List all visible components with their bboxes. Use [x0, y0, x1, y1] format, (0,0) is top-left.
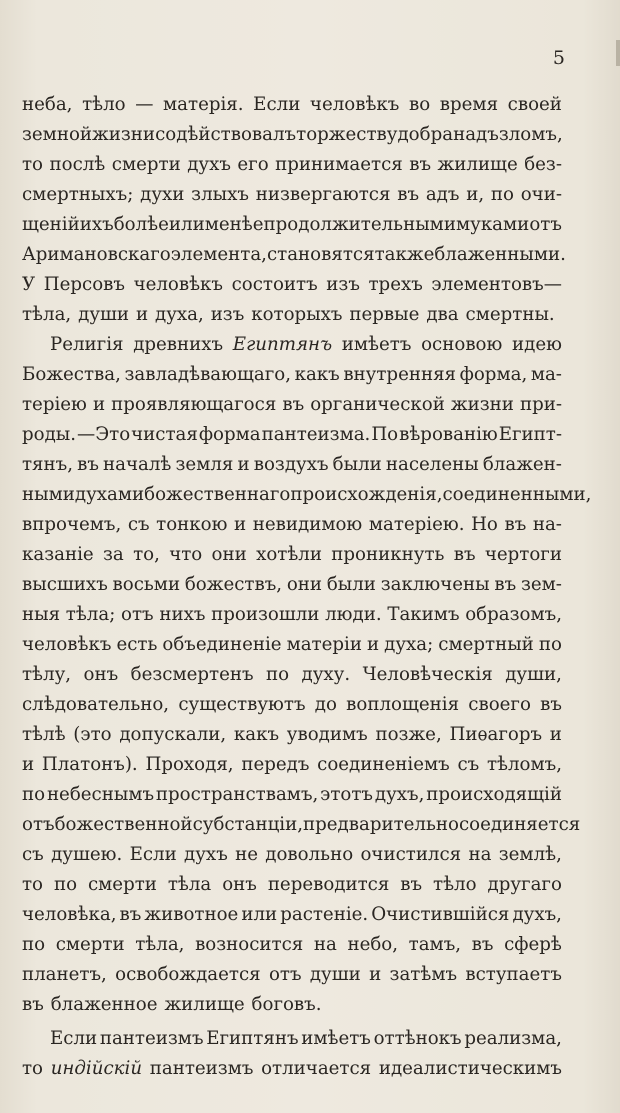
text-line — [22, 480, 592, 510]
word: въ — [409, 154, 432, 175]
word: трехъ — [368, 274, 423, 295]
text-line — [22, 810, 581, 840]
word: (это — [73, 724, 112, 745]
text-line — [22, 90, 562, 120]
text-line — [22, 720, 562, 750]
word: при- — [519, 394, 562, 415]
word: по — [53, 874, 78, 895]
word: изъ — [210, 304, 245, 325]
word: тѣла; — [65, 604, 116, 625]
word: переводится — [267, 874, 390, 895]
word: въ — [504, 514, 527, 535]
word: божественнаго — [144, 484, 291, 505]
word: на — [313, 934, 337, 955]
text-line — [22, 120, 562, 150]
word: земля — [175, 454, 234, 475]
word: форма — [198, 424, 261, 445]
word: были — [332, 454, 382, 475]
word: по — [538, 634, 562, 655]
word: онъ — [83, 664, 119, 685]
word: затѣмъ — [389, 964, 458, 985]
word: образомъ, — [465, 604, 562, 625]
text-line — [22, 930, 562, 960]
text-line — [22, 570, 562, 600]
word: въ — [397, 184, 420, 205]
page-number: 5 — [552, 47, 565, 69]
word: и — [92, 394, 106, 415]
word: и — [366, 634, 380, 655]
word: этотъ — [320, 784, 374, 805]
word: тѣла, — [22, 304, 72, 325]
word: по — [265, 664, 290, 685]
word: изъ — [326, 274, 360, 295]
word: возносится — [195, 934, 304, 955]
word: боговъ. — [251, 994, 322, 1015]
text-line — [22, 420, 562, 450]
text-line — [22, 1024, 562, 1054]
word: тянъ, — [22, 454, 74, 475]
word: воплощенія — [346, 694, 460, 715]
word: и — [369, 964, 382, 985]
word: началѣ — [103, 454, 172, 475]
word: Человѣческія — [362, 664, 493, 685]
word: Египтянъ — [206, 1028, 299, 1049]
word: въ — [22, 994, 44, 1015]
word: элементовъ— — [431, 274, 562, 295]
word: духу. — [301, 664, 351, 685]
text-line — [22, 750, 562, 780]
text-line — [22, 960, 562, 990]
word: они — [286, 574, 323, 595]
word: блаженное — [50, 994, 158, 1015]
word: блаженными. — [434, 244, 566, 265]
word: смерти — [111, 154, 181, 175]
word: Египтянъ — [232, 334, 333, 355]
word: въ — [119, 904, 142, 925]
word: на- — [532, 514, 562, 535]
word: съ — [457, 754, 480, 775]
word: У — [22, 274, 36, 295]
word: и — [237, 454, 250, 475]
word: пространствамъ, — [155, 784, 319, 805]
word: въ — [453, 544, 476, 565]
word: тѣломъ, — [486, 754, 562, 775]
word: продолжительными — [263, 214, 456, 235]
word: растеніе. — [280, 904, 369, 925]
word: и — [234, 514, 247, 535]
word: пантеизмъ — [149, 1058, 254, 1079]
word: существуютъ — [178, 694, 306, 715]
text-line — [22, 690, 562, 720]
word: въ — [471, 934, 494, 955]
word: отличается — [261, 1058, 372, 1079]
word: тѣло — [82, 94, 126, 115]
word: что — [169, 544, 203, 565]
word: Очистившійся — [371, 904, 510, 925]
word: воздухъ — [253, 454, 329, 475]
word: матеріею. — [368, 514, 465, 535]
word: то, — [133, 544, 160, 565]
word: въ — [77, 454, 99, 475]
word: отъ — [529, 214, 562, 235]
word: высшихъ — [22, 574, 108, 595]
word: душею. — [51, 844, 123, 865]
word: смертныхъ; — [22, 184, 134, 205]
word: древнихъ — [133, 334, 224, 355]
word: тамъ, — [408, 934, 462, 955]
word: соединяется — [458, 814, 581, 835]
text-line — [22, 600, 562, 630]
word: происходящій — [426, 784, 562, 805]
text-line — [22, 330, 562, 360]
word: без- — [524, 154, 562, 175]
text-line — [22, 660, 562, 690]
word: въ — [494, 574, 517, 595]
word: содѣйствовалъ — [155, 124, 297, 145]
word: то — [22, 154, 44, 175]
word: то — [22, 1058, 44, 1079]
word: очистился — [360, 844, 462, 865]
word: проявляющагося — [111, 394, 277, 415]
text-line — [22, 510, 562, 540]
word: которыхъ — [251, 304, 343, 325]
word: во — [408, 94, 431, 115]
word: ма- — [530, 364, 562, 385]
word: духами — [74, 484, 145, 505]
word: Платонъ). — [41, 754, 138, 775]
word: сферѣ — [504, 934, 562, 955]
word: божественной — [54, 814, 193, 835]
body-text — [22, 90, 592, 1084]
word: становятся — [266, 244, 375, 265]
word: основою — [421, 334, 503, 355]
word: Египт- — [498, 424, 562, 445]
text-line — [22, 240, 566, 270]
word: небо, — [347, 934, 399, 955]
word: тѣлу, — [22, 664, 72, 685]
word: завладѣвающаго, — [124, 364, 291, 385]
word: казаніе — [22, 544, 94, 565]
word: блажен- — [482, 454, 562, 475]
word: произошли — [211, 604, 320, 625]
text-line — [22, 870, 562, 900]
word: ными — [22, 484, 75, 505]
word: — — [135, 94, 154, 115]
word: смертны. — [465, 304, 555, 325]
word: за — [103, 544, 124, 565]
word: ныя — [22, 604, 61, 625]
word: Если — [50, 1028, 98, 1049]
text-line — [22, 840, 562, 870]
word: хотѣли — [256, 544, 322, 565]
word: элемента, — [170, 244, 267, 265]
word: происхожденія, — [290, 484, 443, 505]
word: матерія. — [163, 94, 244, 115]
word: неба, — [22, 94, 73, 115]
word: тонкою — [156, 514, 228, 535]
word: Религія — [50, 334, 124, 355]
word: животное — [144, 904, 239, 925]
word: слѣдовательно, — [22, 694, 170, 715]
word: Аримановскаго — [22, 244, 171, 265]
word: добра — [397, 124, 454, 145]
word: Пиѳагоръ — [449, 724, 543, 745]
word: проникнуть — [331, 544, 445, 565]
word: духъ — [187, 154, 231, 175]
word: соединенными, — [442, 484, 592, 505]
word: жилище — [437, 154, 518, 175]
text-line — [22, 450, 562, 480]
word: Божества, — [22, 364, 121, 385]
word: чистая — [131, 424, 198, 445]
word: небеснымъ — [46, 784, 155, 805]
word: смерти — [55, 934, 125, 955]
word: жизни — [450, 394, 514, 415]
word: духъ — [184, 844, 228, 865]
word: внутренняя — [343, 364, 457, 385]
word: отъ — [268, 964, 302, 985]
text-line — [22, 630, 562, 660]
word: пантеизма. — [261, 424, 371, 445]
word: земной — [22, 124, 93, 145]
word: форма, — [459, 364, 528, 385]
word: невидимою — [252, 514, 363, 535]
word: и — [135, 304, 149, 325]
word: человѣка, — [22, 904, 117, 925]
text-line — [22, 150, 562, 180]
word: жилище — [164, 994, 245, 1015]
word: по — [22, 934, 46, 955]
word: тѣло — [433, 874, 477, 895]
word: два — [426, 304, 459, 325]
word: по — [22, 784, 46, 805]
word: были — [326, 574, 376, 595]
word: впрочемъ, — [22, 514, 122, 535]
word: другаго — [487, 874, 562, 895]
text-line — [22, 990, 562, 1020]
word: какъ — [233, 724, 280, 745]
word: болѣе — [113, 214, 169, 235]
word: человѣкъ — [133, 274, 223, 295]
word: въ — [282, 394, 305, 415]
word: оттѣнокъ — [373, 1028, 462, 1049]
word: смертный — [438, 634, 534, 655]
word: и, — [466, 184, 485, 205]
word: реализма, — [464, 1028, 562, 1049]
word: матеріи — [286, 634, 362, 655]
word: —Это — [77, 424, 131, 445]
word: вѣрованію — [399, 424, 498, 445]
word: его — [237, 154, 269, 175]
word: Если — [253, 94, 301, 115]
word: время — [439, 94, 499, 115]
word: своей — [507, 94, 562, 115]
word: освобождается — [115, 964, 261, 985]
word: низвергаются — [255, 184, 391, 205]
word: субстанціи, — [192, 814, 304, 835]
text-line — [22, 360, 562, 390]
word: злыхъ — [191, 184, 249, 205]
word: имѣетъ — [301, 1028, 371, 1049]
word: предварительно — [303, 814, 459, 835]
word: Но — [471, 514, 498, 535]
word: состоитъ — [231, 274, 318, 295]
word: населены — [385, 454, 479, 475]
word: менѣе — [204, 214, 264, 235]
text-line — [22, 180, 562, 210]
word: въ — [540, 694, 562, 715]
word: и — [22, 754, 35, 775]
word: По — [371, 424, 399, 445]
word: идеалистическимъ — [378, 1058, 562, 1079]
word: идею — [512, 334, 562, 355]
word: духъ, — [374, 784, 425, 805]
word: или — [168, 214, 205, 235]
word: жизни — [92, 124, 156, 145]
word: божествъ, — [184, 574, 283, 595]
word: тѣла — [167, 874, 212, 895]
word: или — [241, 904, 278, 925]
word: принимается — [275, 154, 403, 175]
word: чертоги — [484, 544, 562, 565]
word: души — [78, 304, 130, 325]
word: имѣетъ — [341, 334, 412, 355]
word: люди. — [325, 604, 382, 625]
word: духа; — [384, 634, 434, 655]
word: зем- — [520, 574, 562, 595]
word: очи- — [520, 184, 562, 205]
text-line — [22, 270, 562, 300]
word: восьми — [112, 574, 181, 595]
word: послѣ — [49, 154, 106, 175]
word: Если — [129, 844, 177, 865]
word: передъ — [241, 754, 310, 775]
text-line — [22, 540, 562, 570]
word: нихъ — [159, 604, 206, 625]
word: духъ, — [512, 904, 562, 925]
word: и — [549, 724, 562, 745]
word: не — [235, 844, 258, 865]
word: есть — [116, 634, 158, 655]
word: позже, — [375, 724, 442, 745]
word: безсмертенъ — [130, 664, 254, 685]
word: соединеніемъ — [317, 754, 450, 775]
word: по — [490, 184, 514, 205]
word: зломъ, — [498, 124, 563, 145]
word: души — [309, 964, 361, 985]
word: отъ — [22, 814, 55, 835]
word: тѣла, — [135, 934, 185, 955]
word: души, — [505, 664, 562, 685]
word: планетъ, — [22, 964, 107, 985]
word: объединеніе — [162, 634, 282, 655]
word: своего — [468, 694, 531, 715]
word: уводимъ — [286, 724, 368, 745]
text-line — [22, 780, 562, 810]
text-line — [22, 300, 562, 330]
text-line — [22, 390, 562, 420]
word: съ — [22, 844, 44, 865]
word: заключены — [380, 574, 490, 595]
text-line — [22, 900, 562, 930]
text-line — [22, 210, 562, 240]
text-line — [22, 1054, 562, 1084]
word: смерти — [87, 874, 157, 895]
word: тѣлѣ — [22, 724, 66, 745]
page-edge-mark — [616, 40, 620, 66]
word: надъ — [453, 124, 499, 145]
word: торжеству — [296, 124, 398, 145]
word: человѣкъ — [309, 94, 400, 115]
word: Персовъ — [43, 274, 125, 295]
word: на — [468, 844, 492, 865]
word: щеній — [22, 214, 80, 235]
word: также — [374, 244, 435, 265]
word: адъ — [425, 184, 460, 205]
word: органической — [310, 394, 445, 415]
word: съ — [127, 514, 150, 535]
word: Проходя, — [145, 754, 234, 775]
word: индійскій — [50, 1058, 143, 1079]
word: духа, — [155, 304, 204, 325]
word: землѣ, — [498, 844, 562, 865]
word: допускали, — [119, 724, 227, 745]
word: духи — [140, 184, 185, 205]
word: вступаетъ — [465, 964, 562, 985]
word: довольно — [265, 844, 354, 865]
word: онъ — [222, 874, 257, 895]
word: первые — [349, 304, 420, 325]
word: до — [314, 694, 337, 715]
word: муками — [455, 214, 530, 235]
word: роды. — [22, 424, 77, 445]
word: то — [22, 874, 44, 895]
word: человѣкъ — [22, 634, 112, 655]
word: пантеизмъ — [99, 1028, 204, 1049]
word: въ — [400, 874, 423, 895]
word: какъ — [294, 364, 340, 385]
word: Такимъ — [387, 604, 460, 625]
word: теріею — [22, 394, 87, 415]
word: ихъ — [79, 214, 114, 235]
word: отъ — [121, 604, 154, 625]
word: они — [211, 544, 247, 565]
